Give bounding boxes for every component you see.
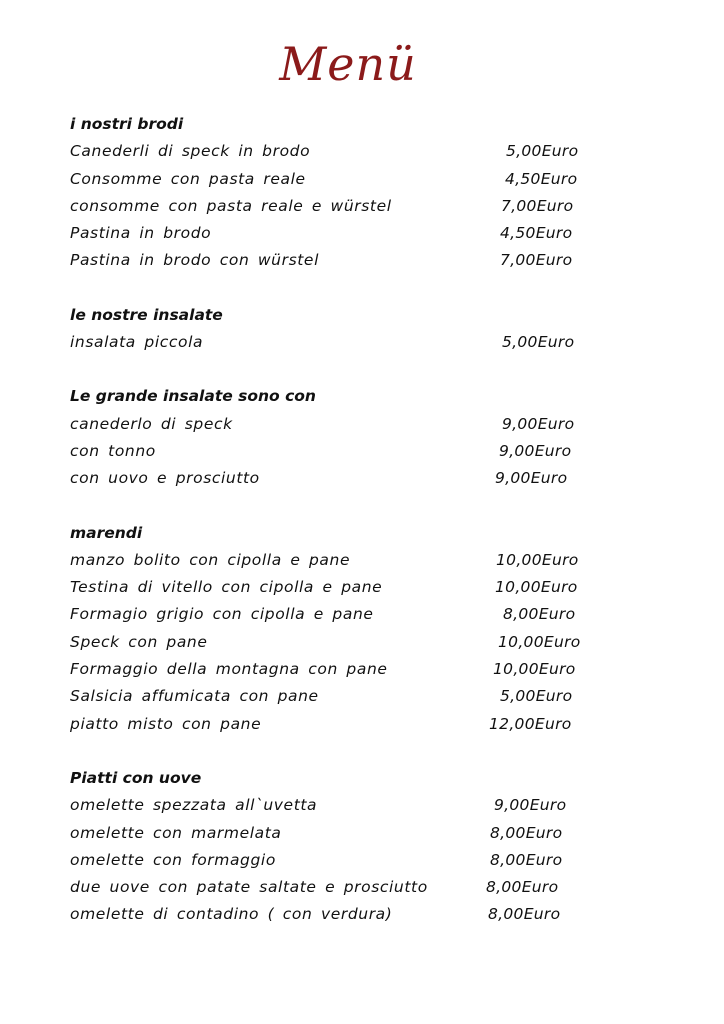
menu-section-piatti-con-uove xyxy=(70,765,670,929)
menu-item xyxy=(70,329,670,356)
menu-title: Menü xyxy=(279,37,417,91)
item-price: 9,00Euro xyxy=(502,414,575,433)
menu-item xyxy=(70,411,670,438)
menu-section-insalate xyxy=(70,302,670,357)
menu-item xyxy=(70,820,670,847)
menu-item xyxy=(70,792,670,819)
menu-item xyxy=(70,901,670,928)
item-price: 8,00Euro xyxy=(488,905,561,924)
item-price: 10,00Euro xyxy=(493,660,576,679)
item-name: Salsicia affumicata con pane xyxy=(70,687,319,706)
section-heading: le nostre insalate xyxy=(70,305,223,324)
item-name: Pastina in brodo con würstel xyxy=(70,251,319,270)
menu-item xyxy=(70,629,670,656)
item-price: 12,00Euro xyxy=(489,714,572,733)
item-price: 8,00Euro xyxy=(490,823,563,842)
item-name: Formaggio della montagna con pane xyxy=(70,660,388,679)
menu-item xyxy=(70,138,670,165)
menu-item xyxy=(70,601,670,628)
item-name: consomme con pasta reale e würstel xyxy=(70,196,392,215)
item-name: manzo bolito con cipolla e pane xyxy=(70,550,351,569)
item-name: Pastina in brodo xyxy=(70,224,212,243)
item-name: Formagio grigio con cipolla e pane xyxy=(70,605,374,624)
item-price: 4,50Euro xyxy=(500,224,573,243)
menu-item xyxy=(70,683,670,710)
item-price: 10,00Euro xyxy=(495,578,578,597)
item-name: omelette di contadino ( con verdura) xyxy=(70,905,393,924)
menu-section-marendi xyxy=(70,520,670,738)
item-price: 5,00Euro xyxy=(500,687,573,706)
item-name: omelette con formaggio xyxy=(70,850,276,869)
menu-item xyxy=(70,166,670,193)
menu-item xyxy=(70,574,670,601)
item-price: 9,00Euro xyxy=(494,796,567,815)
item-name: con tonno xyxy=(70,441,156,460)
item-price: 10,00Euro xyxy=(498,632,581,651)
item-price: 4,50Euro xyxy=(505,169,578,188)
item-name: Testina di vitello con cipolla e pane xyxy=(70,578,383,597)
item-name: omelette con marmelata xyxy=(70,823,282,842)
menu-item xyxy=(70,220,670,247)
menu-section-grande-insalate xyxy=(70,383,670,492)
menu-list xyxy=(70,111,670,956)
menu-item xyxy=(70,247,670,274)
menu-item xyxy=(70,656,670,683)
item-price: 9,00Euro xyxy=(499,441,572,460)
item-price: 8,00Euro xyxy=(503,605,576,624)
item-name: Canederli di speck in brodo xyxy=(70,142,311,161)
menu-item xyxy=(70,547,670,574)
menu-section-brodi xyxy=(70,111,670,275)
menu-item xyxy=(70,874,670,901)
menu-item xyxy=(70,711,670,738)
section-heading: i nostri brodi xyxy=(70,115,184,133)
item-price: 5,00Euro xyxy=(506,142,579,161)
menu-item xyxy=(70,847,670,874)
item-name: Consomme con pasta reale xyxy=(70,169,306,188)
item-price: 10,00Euro xyxy=(496,550,579,569)
item-price: 8,00Euro xyxy=(490,850,563,869)
item-name: due uove con patate saltate e prosciutto xyxy=(70,878,428,897)
menu-item xyxy=(70,193,670,220)
item-name: insalata piccola xyxy=(70,333,204,352)
item-name: canederlo di speck xyxy=(70,414,233,433)
item-price: 7,00Euro xyxy=(500,251,573,270)
menu-item xyxy=(70,465,670,492)
item-price: 5,00Euro xyxy=(502,333,575,352)
item-name: con uovo e prosciutto xyxy=(70,469,260,488)
section-heading: marendi xyxy=(70,523,143,542)
item-price: 7,00Euro xyxy=(501,196,574,215)
menu-item xyxy=(70,438,670,465)
section-heading: Piatti con uove xyxy=(70,768,202,787)
item-name: omelette spezzata all`uvetta xyxy=(70,796,318,815)
item-name: piatto misto con pane xyxy=(70,714,262,733)
item-price: 9,00Euro xyxy=(495,469,568,488)
item-price: 8,00Euro xyxy=(486,878,559,897)
section-heading: Le grande insalate sono con xyxy=(70,387,316,406)
item-name: Speck con pane xyxy=(70,632,208,651)
